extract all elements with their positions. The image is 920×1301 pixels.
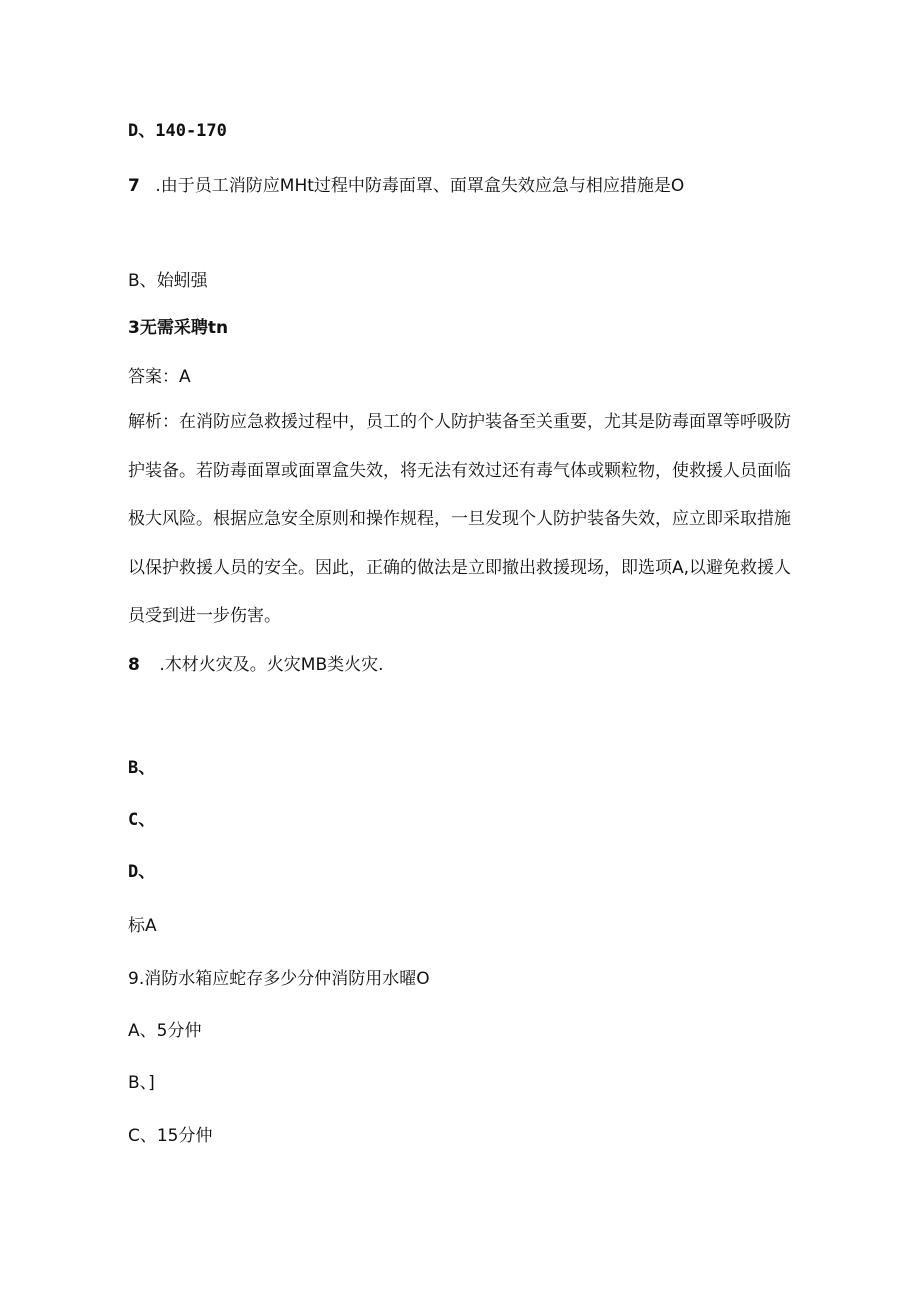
option-d-line: D、140-170 <box>128 121 227 141</box>
option-b: B、始蚓强 <box>128 271 208 291</box>
option-b-9: B、] <box>128 1073 155 1093</box>
question-8 <box>128 654 384 676</box>
analysis-paragraph: 解析：在消防应急救援过程中，员工的个人防护装备至关重要，尤其是防毒面罩等呼吸防护装备。若防毒面罩或面罩盒失效，将无法有效过还有毒气体或颗粒物，使救援人员面临极大风险。根据应急安全原则和操作规程，一旦发现个人防护装备失效，应立即采取措施以保护救援人员的安全。因此，正确的做法是立即撤出救援现场，即选项A,以避免救援人员受到进一步伤害。 <box>128 412 792 626</box>
question-number: 7 <box>128 176 140 196</box>
option-c-9: C、15分仲 <box>128 1126 213 1146</box>
option-c-empty: C、 <box>128 810 156 830</box>
question-text: .木材火灾及。火灾MB类火灾. <box>159 655 384 675</box>
option-c: 3无需采聘tn <box>128 318 229 338</box>
answer-line: 答案：A <box>128 367 191 387</box>
answer-mark: 标A <box>128 916 157 936</box>
question-number: 8 <box>128 655 140 675</box>
question-text: .由于员工消防应MHt过程中防毒面罩、面罩盒失效应急与相应措施是O <box>155 176 685 196</box>
option-b-empty: B、 <box>128 758 156 778</box>
question-7 <box>128 175 684 197</box>
option-d-empty: D、 <box>128 862 156 882</box>
option-a-9: A、5分仲 <box>128 1021 202 1041</box>
question-9: 9.消防水箱应蛇存多少分仲消防用水曜O <box>128 969 430 989</box>
